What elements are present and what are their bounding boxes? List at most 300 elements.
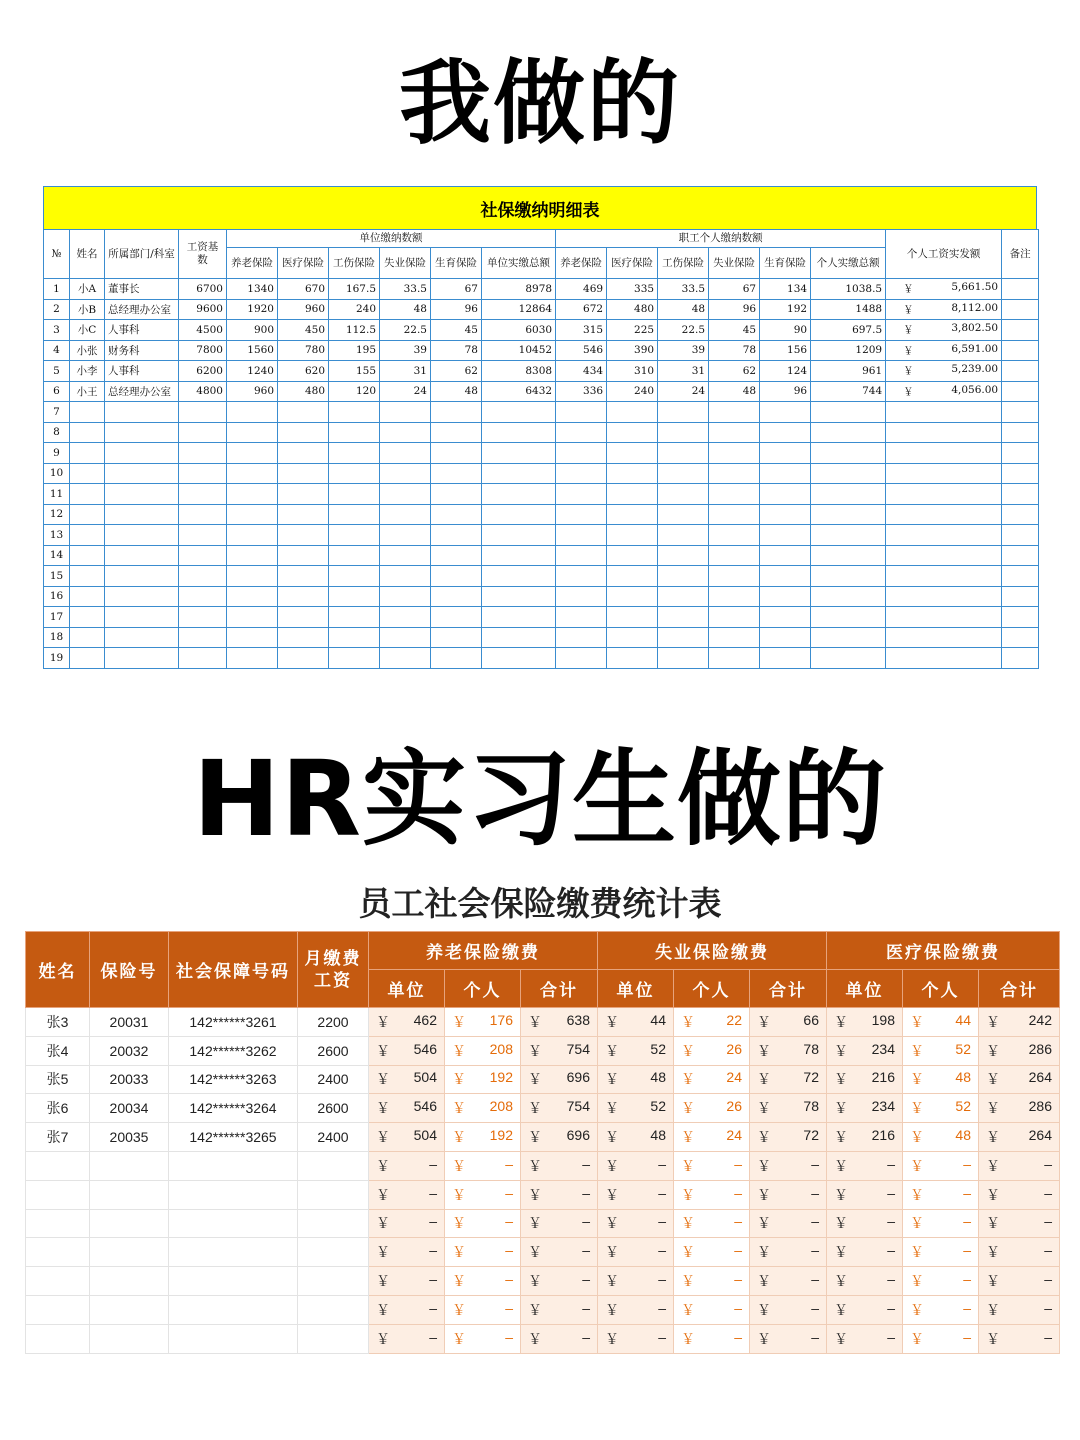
money-cell: [598, 1267, 674, 1296]
currency-symbol: ￥: [376, 1186, 390, 1203]
money-cell: [827, 1036, 903, 1065]
money-cell: [369, 1324, 445, 1353]
money-value: 754: [566, 1098, 590, 1115]
remark-cell: [1002, 381, 1039, 402]
row-no: 4: [44, 340, 70, 361]
money-value: 52: [955, 1040, 971, 1057]
empty-cell: [105, 627, 179, 648]
empty-cell: [329, 648, 380, 669]
currency-symbol: ￥: [528, 1042, 542, 1059]
money-value: –: [887, 1299, 895, 1316]
empty-cell: [1002, 545, 1039, 566]
currency-symbol: ￥: [528, 1100, 542, 1117]
table-row: [26, 1065, 1060, 1094]
unit-value: 78: [431, 340, 482, 361]
currency-symbol: ￥: [834, 1330, 848, 1347]
money-cell: [521, 1238, 598, 1267]
empty-cell: [169, 1267, 298, 1296]
empty-cell: [482, 402, 556, 423]
money-value: –: [811, 1271, 819, 1288]
empty-cell: [811, 525, 886, 546]
col-base: 工资基数: [179, 230, 227, 279]
empty-cell: [1002, 443, 1039, 464]
remark-cell: [1002, 340, 1039, 361]
unit-value: 31: [380, 361, 431, 382]
money-cell: [674, 1123, 750, 1152]
empty-cell: [70, 627, 105, 648]
empty-cell: [431, 504, 482, 525]
unit-value: 195: [329, 340, 380, 361]
money-cell: [674, 1209, 750, 1238]
row-name: 小李: [70, 361, 105, 382]
money-value: –: [734, 1155, 742, 1172]
empty-cell: [886, 525, 1002, 546]
currency-symbol: ￥: [376, 1100, 390, 1117]
money-cell: [445, 1209, 521, 1238]
empty-cell: [380, 484, 431, 505]
empty-cell: [482, 504, 556, 525]
empty-cell: [329, 525, 380, 546]
row-name: 小B: [70, 299, 105, 320]
empty-cell: [227, 484, 278, 505]
currency-symbol: ￥: [452, 1273, 466, 1290]
empty-cell: [556, 627, 607, 648]
empty-cell: [90, 1324, 169, 1353]
currency-symbol: ￥: [528, 1301, 542, 1318]
currency-symbol: ￥: [903, 385, 914, 398]
money-value: 48: [955, 1127, 971, 1144]
personal-value: 225: [607, 320, 658, 341]
empty-cell: [482, 443, 556, 464]
unit-value: 48: [380, 299, 431, 320]
currency-symbol: ￥: [903, 365, 914, 378]
currency-symbol: ￥: [376, 1273, 390, 1290]
money-value: –: [505, 1155, 513, 1172]
money-cell: [598, 1151, 674, 1180]
money-cell: [903, 1180, 979, 1209]
personal-value: 78: [709, 340, 760, 361]
money-cell: [979, 1036, 1060, 1065]
col-unit-medical: 医疗保险: [278, 248, 329, 279]
empty-cell: [760, 402, 811, 423]
row-no: 19: [44, 648, 70, 669]
currency-symbol: ￥: [910, 1186, 924, 1203]
currency-symbol: ￥: [528, 1071, 542, 1088]
empty-cell: [658, 648, 709, 669]
money-cell: [598, 1238, 674, 1267]
money-cell: [598, 1209, 674, 1238]
money-cell: [521, 1151, 598, 1180]
empty-cell: [1002, 648, 1039, 669]
row-wage: 2200: [298, 1008, 369, 1037]
currency-symbol: ￥: [986, 1273, 1000, 1290]
empty-cell: [886, 648, 1002, 669]
empty-cell: [169, 1209, 298, 1238]
empty-cell: [329, 627, 380, 648]
currency-symbol: ￥: [605, 1186, 619, 1203]
unit-group-header: 单位缴纳数额: [227, 230, 556, 248]
empty-cell: [482, 525, 556, 546]
row-no: 17: [44, 607, 70, 628]
money-cell: [903, 1209, 979, 1238]
col-personal-maternity: 生育保险: [760, 248, 811, 279]
money-value: 66: [803, 1011, 819, 1028]
empty-cell: [709, 607, 760, 628]
currency-symbol: ￥: [986, 1013, 1000, 1030]
empty-cell: [607, 545, 658, 566]
money-cell: [750, 1209, 827, 1238]
empty-cell: [169, 1180, 298, 1209]
currency-symbol: ￥: [452, 1100, 466, 1117]
insurance-detail-table: [43, 186, 1037, 669]
currency-symbol: ￥: [986, 1186, 1000, 1203]
money-value: –: [658, 1271, 666, 1288]
empty-cell: [179, 504, 227, 525]
empty-cell: [227, 586, 278, 607]
empty-cell: [709, 586, 760, 607]
row-name: 小A: [70, 279, 105, 300]
money-cell: [827, 1267, 903, 1296]
money-value: 24: [726, 1127, 742, 1144]
empty-cell: [482, 463, 556, 484]
money-value: –: [811, 1242, 819, 1259]
empty-cell: [278, 443, 329, 464]
row-no: 6: [44, 381, 70, 402]
money-cell: [674, 1267, 750, 1296]
empty-cell: [607, 443, 658, 464]
row-name: 张7: [26, 1123, 90, 1152]
empty-cell: [760, 607, 811, 628]
row-ins-no: 20032: [90, 1036, 169, 1065]
table2-title: 员工社会保险缴费统计表: [358, 884, 722, 923]
personal-value: 62: [709, 361, 760, 382]
empty-cell: [26, 1267, 90, 1296]
empty-cell: [169, 1151, 298, 1180]
money-cell: [369, 1123, 445, 1152]
row-no: 18: [44, 627, 70, 648]
heading-mine: 我做的: [398, 50, 681, 157]
empty-cell: [278, 627, 329, 648]
row-name: 张4: [26, 1036, 90, 1065]
empty-cell: [179, 463, 227, 484]
money-value: 264: [1028, 1127, 1052, 1144]
money-cell: [750, 1295, 827, 1324]
empty-cell: [482, 648, 556, 669]
money-value: –: [1044, 1328, 1052, 1345]
money-value: –: [505, 1242, 513, 1259]
sub-total: 合计: [979, 970, 1060, 1008]
empty-cell: [760, 463, 811, 484]
row-name: 张3: [26, 1008, 90, 1037]
empty-cell: [811, 463, 886, 484]
net-pay: [886, 320, 1002, 341]
row-dept: 人事科: [105, 361, 179, 382]
currency-symbol: ￥: [757, 1301, 771, 1318]
sub-unit: 单位: [598, 970, 674, 1008]
unit-value: 450: [278, 320, 329, 341]
empty-cell: [431, 566, 482, 587]
money-cell: [979, 1324, 1060, 1353]
currency-symbol: ￥: [376, 1013, 390, 1030]
currency-symbol: ￥: [452, 1244, 466, 1261]
money-value: –: [429, 1299, 437, 1316]
empty-cell: [90, 1180, 169, 1209]
currency-symbol: ￥: [681, 1013, 695, 1030]
unit-value: 62: [431, 361, 482, 382]
empty-cell: [70, 525, 105, 546]
money-cell: [827, 1123, 903, 1152]
currency-symbol: ￥: [376, 1129, 390, 1146]
empty-cell: [70, 422, 105, 443]
money-cell: [445, 1180, 521, 1209]
unit-value: 48: [431, 381, 482, 402]
empty-cell: [1002, 402, 1039, 423]
money-value: 78: [803, 1098, 819, 1115]
currency-symbol: ￥: [376, 1042, 390, 1059]
currency-symbol: ￥: [528, 1129, 542, 1146]
currency-symbol: ￥: [903, 344, 914, 357]
unit-value: 22.5: [380, 320, 431, 341]
empty-cell: [482, 545, 556, 566]
table-row: [44, 648, 1039, 669]
empty-cell: [90, 1267, 169, 1296]
empty-cell: [760, 422, 811, 443]
empty-cell: [329, 586, 380, 607]
empty-cell: [1002, 422, 1039, 443]
col-dept: 所属部门/科室: [105, 230, 179, 279]
personal-value: 48: [658, 299, 709, 320]
empty-cell: [278, 463, 329, 484]
money-cell: [903, 1123, 979, 1152]
empty-cell: [298, 1151, 369, 1180]
empty-cell: [90, 1151, 169, 1180]
currency-symbol: ￥: [605, 1330, 619, 1347]
money-cell: [521, 1267, 598, 1296]
money-cell: [903, 1267, 979, 1296]
currency-symbol: ￥: [910, 1301, 924, 1318]
empty-cell: [709, 525, 760, 546]
currency-symbol: ￥: [834, 1129, 848, 1146]
row-base: 7800: [179, 340, 227, 361]
unit-value: 155: [329, 361, 380, 382]
empty-cell: [658, 504, 709, 525]
currency-symbol: ￥: [757, 1042, 771, 1059]
empty-cell: [278, 402, 329, 423]
currency-symbol: ￥: [986, 1301, 1000, 1318]
unit-value: 900: [227, 320, 278, 341]
empty-cell: [90, 1295, 169, 1324]
group-medical: 医疗保险缴费: [827, 932, 1060, 970]
empty-cell: [760, 648, 811, 669]
empty-cell: [298, 1324, 369, 1353]
currency-symbol: ￥: [605, 1013, 619, 1030]
empty-cell: [1002, 463, 1039, 484]
empty-cell: [70, 443, 105, 464]
empty-cell: [105, 607, 179, 628]
money-value: –: [811, 1155, 819, 1172]
col-net-pay: 个人工资实发额: [886, 230, 1002, 279]
empty-cell: [482, 422, 556, 443]
money-value: 78: [803, 1040, 819, 1057]
money-cell: [598, 1065, 674, 1094]
empty-cell: [760, 525, 811, 546]
money-value: 504: [413, 1069, 437, 1086]
money-value: 208: [489, 1040, 513, 1057]
empty-cell: [482, 484, 556, 505]
empty-cell: [556, 648, 607, 669]
money-value: 216: [871, 1069, 895, 1086]
currency-symbol: ￥: [986, 1071, 1000, 1088]
money-value: –: [811, 1213, 819, 1230]
empty-cell: [179, 627, 227, 648]
row-ins-no: 20033: [90, 1065, 169, 1094]
money-value: –: [963, 1328, 971, 1345]
empty-cell: [227, 627, 278, 648]
money-value: –: [963, 1271, 971, 1288]
empty-cell: [179, 525, 227, 546]
currency-symbol: ￥: [834, 1100, 848, 1117]
money-cell: [674, 1065, 750, 1094]
personal-value: 335: [607, 279, 658, 300]
money-cell: [369, 1094, 445, 1123]
money-value: –: [811, 1299, 819, 1316]
empty-cell: [886, 484, 1002, 505]
empty-cell: [1002, 627, 1039, 648]
empty-cell: [1002, 566, 1039, 587]
empty-cell: [811, 586, 886, 607]
money-value: 234: [871, 1040, 895, 1057]
currency-symbol: ￥: [757, 1100, 771, 1117]
empty-cell: [482, 627, 556, 648]
money-cell: [827, 1238, 903, 1267]
currency-symbol: ￥: [681, 1301, 695, 1318]
currency-symbol: ￥: [605, 1157, 619, 1174]
sub-personal: 个人: [903, 970, 979, 1008]
money-value: –: [734, 1271, 742, 1288]
personal-value: 134: [760, 279, 811, 300]
empty-cell: [329, 443, 380, 464]
row-base: 6200: [179, 361, 227, 382]
empty-cell: [760, 484, 811, 505]
money-cell: [445, 1151, 521, 1180]
empty-cell: [1002, 586, 1039, 607]
empty-cell: [105, 504, 179, 525]
empty-cell: [26, 1238, 90, 1267]
insurance-fee-table: [25, 931, 1055, 1354]
unit-value: 780: [278, 340, 329, 361]
money-cell: [445, 1036, 521, 1065]
currency-symbol: ￥: [376, 1071, 390, 1088]
money-value: –: [963, 1299, 971, 1316]
money-cell: [979, 1123, 1060, 1152]
currency-symbol: ￥: [376, 1330, 390, 1347]
empty-cell: [179, 566, 227, 587]
row-name: 小C: [70, 320, 105, 341]
money-cell: [445, 1267, 521, 1296]
money-cell: [979, 1180, 1060, 1209]
empty-cell: [278, 422, 329, 443]
money-value: –: [658, 1299, 666, 1316]
empty-cell: [278, 525, 329, 546]
money-cell: [979, 1094, 1060, 1123]
money-value: 48: [650, 1127, 666, 1144]
money-value: 26: [726, 1098, 742, 1115]
row-ins-no: 20035: [90, 1123, 169, 1152]
money-value: –: [658, 1155, 666, 1172]
empty-cell: [709, 504, 760, 525]
money-cell: [521, 1180, 598, 1209]
empty-cell: [105, 484, 179, 505]
empty-cell: [70, 607, 105, 628]
empty-cell: [709, 648, 760, 669]
currency-symbol: ￥: [605, 1301, 619, 1318]
money-cell: [521, 1008, 598, 1037]
heading-intern: HR实习生做的: [192, 738, 888, 860]
table-row: [26, 1180, 1060, 1209]
money-cell: [445, 1008, 521, 1037]
col-unit-total: 单位实缴总额: [482, 248, 556, 279]
money-value: 48: [650, 1069, 666, 1086]
empty-cell: [886, 627, 1002, 648]
money-value: –: [582, 1213, 590, 1230]
empty-cell: [709, 443, 760, 464]
empty-cell: [811, 443, 886, 464]
money-value: 286: [1028, 1040, 1052, 1057]
money-value: 286: [1028, 1098, 1052, 1115]
row-dept: 总经理办公室: [105, 299, 179, 320]
currency-symbol: ￥: [757, 1215, 771, 1232]
currency-symbol: ￥: [834, 1215, 848, 1232]
money-cell: [674, 1008, 750, 1037]
money-value: –: [1044, 1155, 1052, 1172]
money-value: –: [887, 1155, 895, 1172]
money-value: –: [963, 1213, 971, 1230]
unit-value: 670: [278, 279, 329, 300]
empty-cell: [380, 545, 431, 566]
empty-cell: [886, 607, 1002, 628]
currency-symbol: ￥: [910, 1244, 924, 1261]
money-value: –: [811, 1184, 819, 1201]
empty-cell: [179, 443, 227, 464]
col-personal-total: 个人实缴总额: [811, 248, 886, 279]
row-dept: 总经理办公室: [105, 381, 179, 402]
net-pay-value: 6,591.00: [951, 342, 999, 355]
empty-cell: [811, 402, 886, 423]
empty-cell: [278, 607, 329, 628]
empty-cell: [431, 545, 482, 566]
empty-cell: [658, 545, 709, 566]
empty-cell: [298, 1180, 369, 1209]
remark-cell: [1002, 279, 1039, 300]
col-personal-unemployment: 失业保险: [709, 248, 760, 279]
money-value: –: [963, 1242, 971, 1259]
money-cell: [674, 1094, 750, 1123]
empty-cell: [658, 463, 709, 484]
money-value: –: [1044, 1242, 1052, 1259]
currency-symbol: ￥: [452, 1186, 466, 1203]
row-no: 5: [44, 361, 70, 382]
money-value: 72: [803, 1069, 819, 1086]
money-cell: [445, 1094, 521, 1123]
table-row: [44, 422, 1039, 443]
empty-cell: [380, 422, 431, 443]
table-row: [26, 1324, 1060, 1353]
currency-symbol: ￥: [376, 1244, 390, 1261]
currency-symbol: ￥: [834, 1071, 848, 1088]
personal-value: 90: [760, 320, 811, 341]
empty-cell: [1002, 484, 1039, 505]
money-cell: [598, 1094, 674, 1123]
